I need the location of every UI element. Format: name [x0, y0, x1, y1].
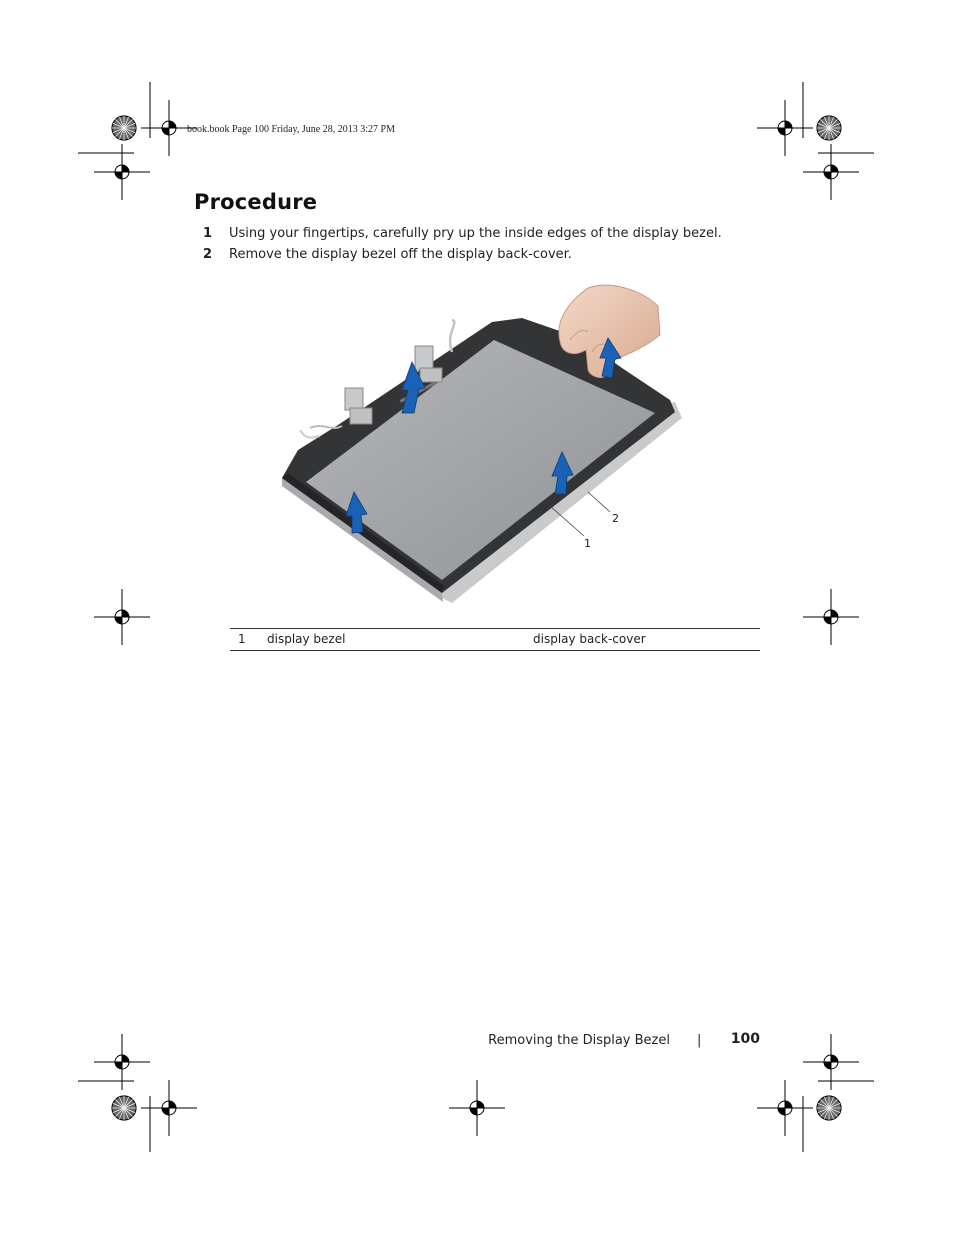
page-number: 100 [730, 1031, 760, 1047]
footer-section-title: Removing the Display Bezel [488, 1033, 670, 1048]
callout-label: 1 [584, 537, 591, 550]
callout-line [588, 492, 610, 512]
procedure-step [203, 247, 572, 262]
legend-item-label: display bezel [267, 632, 346, 646]
step-number: 1 [203, 226, 213, 241]
procedure-step [203, 226, 722, 241]
print-header-stamp: book.book Page 100 Friday, June 28, 2013 3:27 PM [187, 124, 395, 135]
legend-bottom-rule [230, 650, 760, 651]
callout-label: 2 [612, 512, 619, 525]
footer-separator: | [697, 1033, 702, 1048]
bezel-removal-illustration [270, 280, 690, 615]
legend-item-number: 1 [238, 632, 246, 646]
step-text: Using your fingertips, carefully pry up the inside edges of the display bezel. [229, 226, 722, 241]
legend-item-label: display back-cover [533, 632, 646, 646]
legend-top-rule [230, 628, 760, 629]
page-title: Procedure [194, 190, 318, 214]
step-text: Remove the display bezel off the display back-cover. [229, 247, 572, 262]
step-number: 2 [203, 247, 213, 262]
